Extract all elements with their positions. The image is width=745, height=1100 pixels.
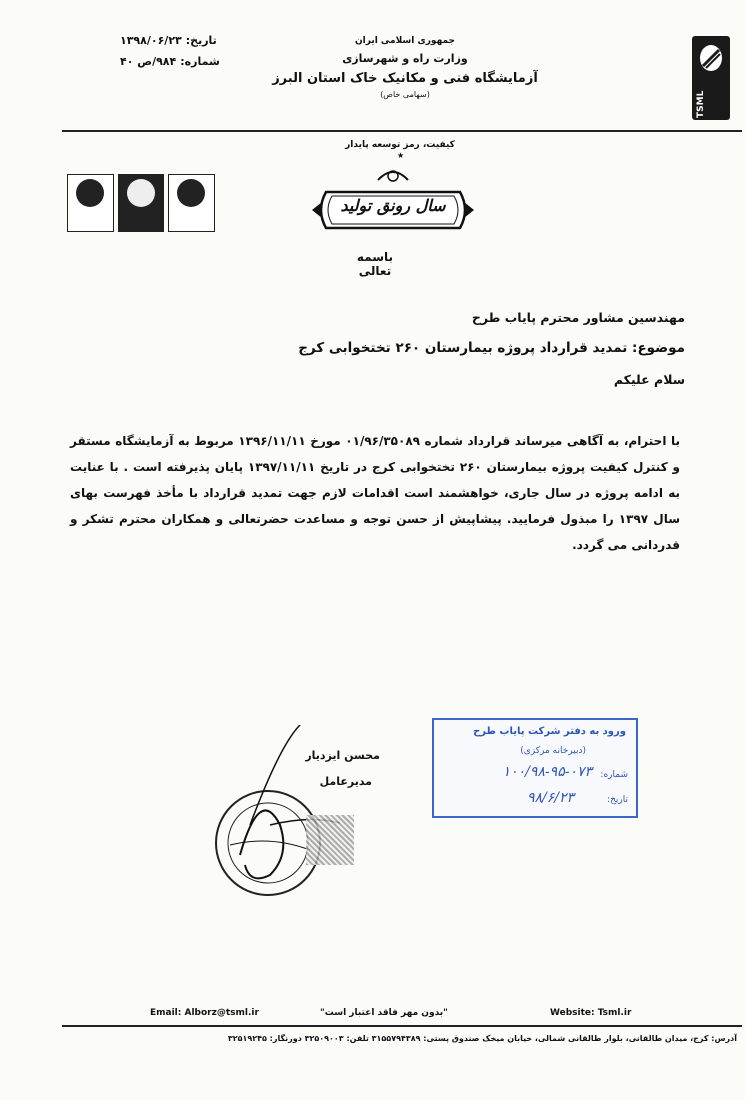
date-row bbox=[120, 30, 230, 51]
stamp-title: ورود به دفتر شرکت پایاب طرح bbox=[473, 726, 626, 737]
stamp-number-value: ۱۰۰/۹۸-۹۵-۰۷۳ bbox=[502, 764, 592, 780]
company-logo bbox=[692, 36, 730, 120]
footer-divider bbox=[62, 1025, 742, 1027]
stamp-number-label: شماره: bbox=[600, 770, 628, 780]
stamp-subtitle: (دبیرخانه مرکزی) bbox=[520, 746, 586, 756]
letterhead-line1: جمهوری اسلامی ایران bbox=[354, 36, 456, 46]
qr-code bbox=[306, 815, 354, 865]
invocation: باسمه تعالی bbox=[356, 250, 394, 278]
iso-certificate-logo bbox=[67, 174, 114, 232]
footer-address: آدرس: کرج، میدان طالقانی، بلوار طالقانی شمالی، خیابان میخک صندوق پستی: ۳۱۵۵۷۹۴۳۸۹ تلفن: ۳۲۵۰۹۰۰۳ دورنگار: ۳۲۵۱۹۲۴۵ bbox=[227, 1034, 737, 1043]
stamp-date-value: ۹۸/۶/۲۳ bbox=[526, 790, 574, 806]
banner-text: سال رونق تولید bbox=[340, 196, 446, 215]
addressee: مهندسین مشاور محترم پایاب طرح bbox=[471, 310, 685, 325]
footer-website[interactable]: Website: Tsml.ir bbox=[550, 1008, 632, 1018]
accreditation-emblem-icon bbox=[127, 179, 155, 207]
number-value: ۹۸۴/ص ۴۰ bbox=[120, 55, 177, 68]
date-value: ۱۳۹۸/۰۶/۲۳ bbox=[120, 34, 182, 47]
letter-body: با احترام، به آگاهی میرساند قرارداد شماره ۰۱/۹۶/۳۵۰۸۹ مورخ ۱۳۹۶/۱۱/۱۱ مربوط به آزمایشگاه مستقر و کنترل کیفیت پروژه بیمارستان ۲۶۰ تختخوابی کرج در تاریخ ۱۳۹۷/۱۱/۱۱ پایان پذیرفته است . با عنایت به ادامه پروژه در سال جاری، خواهشمند است اقدامات لازم جهت تمدید قرارداد با مأخذ فهرست بهای سال ۱۳۹۷ را مبذول فرمایید. پیشاپیش از حسن توجه و مساعدت حضرتعالی و همکاران محترم تشکر و قدردانی می گردد. bbox=[70, 434, 681, 552]
letterhead-line2: وزارت راه و شهرسازی bbox=[342, 52, 468, 65]
stamp-date-label: تاریخ: bbox=[607, 795, 628, 805]
received-stamp bbox=[432, 718, 638, 818]
number-label: شماره: bbox=[180, 55, 220, 68]
signatory-name: محسن ایزدیار bbox=[305, 749, 380, 762]
certificate-emblem-icon bbox=[76, 179, 104, 207]
slogan: کیفیت، رمز توسعه پایدار bbox=[345, 140, 455, 150]
greeting: سلام علیکم bbox=[613, 372, 685, 387]
letter-meta bbox=[120, 30, 230, 72]
footer-validity-note: "بدون مهر فاقد اعتبار است" bbox=[320, 1008, 448, 1018]
iso-certificate-logo bbox=[168, 174, 215, 232]
signature-block bbox=[210, 725, 410, 900]
certification-logos bbox=[67, 174, 215, 230]
logo-emblem-icon bbox=[699, 44, 723, 84]
certificate-emblem-icon bbox=[177, 179, 205, 207]
subject-line: موضوع: تمدید قرارداد پروژه بیمارستان ۲۶۰ تختخوابی کرج bbox=[298, 340, 685, 356]
letterhead-company: آزمایشگاه فنی و مکانیک خاک استان البرز bbox=[272, 71, 538, 86]
number-row bbox=[120, 51, 230, 72]
accreditation-logo bbox=[118, 174, 165, 232]
signatory-title: مدیرعامل bbox=[319, 775, 372, 788]
header-divider bbox=[62, 130, 742, 132]
letterhead bbox=[270, 36, 540, 99]
date-label: تاریخ: bbox=[185, 34, 217, 47]
year-banner bbox=[308, 162, 478, 242]
footer-email[interactable]: Email: Alborz@tsml.ir bbox=[150, 1008, 259, 1018]
logo-text: TSML bbox=[696, 90, 706, 118]
letterhead-company-type: (سهامی خاص) bbox=[380, 90, 430, 99]
star-icon: ★ bbox=[397, 151, 405, 160]
